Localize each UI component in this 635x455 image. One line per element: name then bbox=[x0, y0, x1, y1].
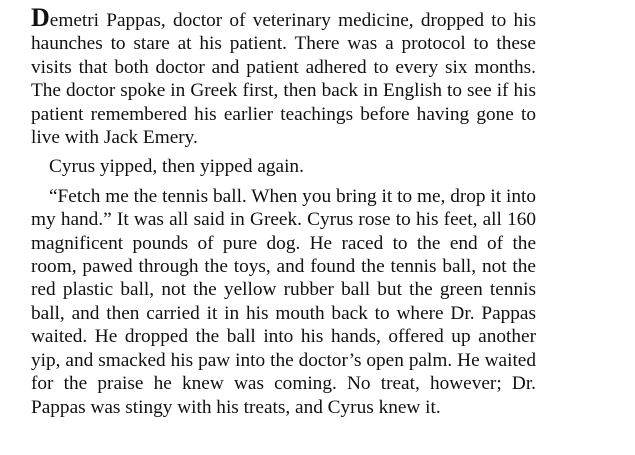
book-page bbox=[31, 3, 536, 419]
paragraph-dialogue bbox=[31, 155, 536, 178]
paragraph-opening bbox=[31, 3, 536, 149]
paragraph-text: Cyrus yipped, then yipped again. bbox=[49, 156, 304, 178]
paragraph-fetch bbox=[31, 185, 536, 419]
paragraph-text: emetri Pappas, doctor of veterinary medicine, dropped to his haunches to stare at his patient. There was a protocol to these visits that both doctor and patient adhered to every six months. The doctor spoke in Greek first, then back in English to see if his patient remembered his earlier teachings before having gone to live with Jack Emery. bbox=[31, 10, 536, 149]
drop-cap: D bbox=[31, 3, 50, 32]
paragraph-text: “Fetch me the tennis ball. When you bring it to me, drop it into my hand.” It was all said in Greek. Cyrus rose to his feet, all 160 magnificent pounds of pure dog. He raced to the end of the room, pawed through the toys, and found the tennis ball, not the red plastic ball, not the yellow rubber ball but the green tennis ball, and then carried it in his mouth back to where Dr. Pappas waited. He dropped the ball into his hands, offered up another yip, and smacked his paw into the doctor’s open palm. He waited for the praise he knew was coming. No treat, however; Dr. Pappas was stingy with his treats, and Cyrus knew it. bbox=[31, 185, 536, 418]
